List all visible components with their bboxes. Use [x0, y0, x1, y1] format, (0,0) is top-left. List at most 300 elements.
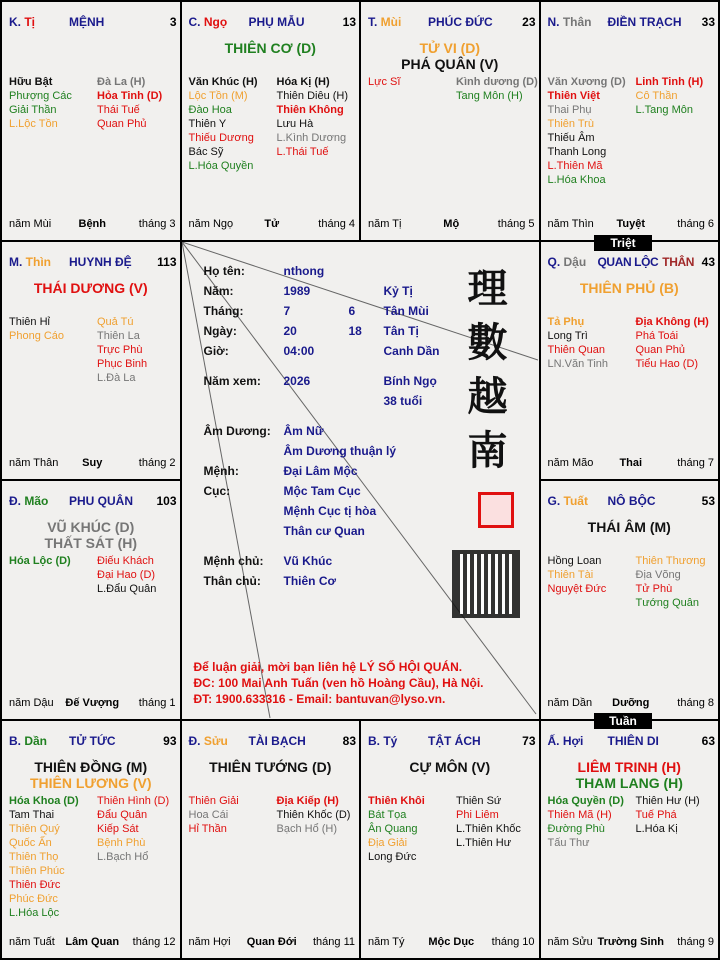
minor-star: Bát Tọa: [368, 808, 407, 821]
footer-month: tháng 3: [138, 217, 176, 230]
minor-star: L.Thái Tuế: [276, 146, 329, 158]
minor-star: Tử Phù: [635, 583, 673, 595]
palace-header: [9, 494, 177, 508]
branch-prefix: B.: [9, 733, 25, 748]
main-star: THÁI DƯƠNG (V): [33, 279, 148, 296]
minor-star: Thiên Y: [188, 118, 227, 130]
branch-name: Ngọ: [203, 15, 228, 29]
branch-label: [9, 494, 48, 508]
footer-month: tháng 9: [677, 936, 714, 948]
footer-year: năm Tuất: [9, 936, 55, 948]
minor-star: Kình dương (D): [456, 76, 538, 88]
minor-star: L.Thiên Hư: [456, 836, 512, 849]
minor-star: Lộc Tồn (M): [188, 90, 248, 102]
minor-stars-left: [548, 315, 609, 371]
main-star: THIÊN TƯỚNG (D): [209, 758, 332, 775]
branch-label: [548, 734, 584, 748]
minor-stars-right: [636, 794, 700, 836]
branch-prefix: Đ.: [188, 733, 204, 748]
palace-header: [9, 734, 177, 748]
branch-name: Hợi: [562, 733, 584, 748]
palace-age-number: 13: [342, 15, 356, 29]
than-cu: Thân cư Quan: [283, 523, 365, 538]
minor-star: Hóa Lộc (D): [9, 555, 71, 567]
footer-year: năm Mão: [547, 457, 594, 469]
minor-stars-right: [636, 315, 709, 371]
minor-star: Thiên Không: [276, 104, 344, 116]
main-star: CỰ MÔN (V): [409, 758, 491, 775]
palace-header: [9, 15, 177, 29]
minor-star: L.Thiên Mã: [547, 160, 603, 172]
minor-star: L.Đà La: [97, 371, 136, 384]
minor-star: Tuế Phá: [635, 808, 677, 821]
palace-name-group: [249, 15, 305, 29]
menh-label: Mệnh:: [203, 463, 239, 478]
footer-month: tháng 2: [138, 457, 176, 469]
year-value: 1989: [283, 283, 311, 298]
branch-label: [548, 494, 588, 508]
palace-footer: [548, 457, 715, 471]
minor-star: Trực Phù: [97, 343, 143, 356]
view-can: Bính Ngọ: [383, 373, 437, 388]
minor-stars-right: [456, 794, 521, 850]
palace-header: [189, 15, 357, 29]
footer-year: năm Thân: [9, 457, 59, 469]
year-label: Năm:: [203, 283, 234, 298]
footer-month: tháng 4: [318, 217, 355, 230]
main-stars: [541, 759, 719, 791]
minor-star: Cô Thần: [635, 90, 678, 102]
palace-age-number: 93: [163, 733, 177, 748]
minor-star: Thiên Diêu (H): [276, 90, 349, 102]
branch-name: Thìn: [25, 254, 51, 269]
palace-phụ-mẫu[interactable]: [182, 2, 360, 240]
minor-star: L.Lộc Tồn: [9, 118, 58, 130]
minor-star: Phá Toái: [635, 329, 679, 342]
minor-star: Tấu Thư: [547, 836, 590, 849]
palace-header: [9, 255, 177, 269]
minor-stars-left: [548, 75, 626, 187]
palace-header: [548, 734, 716, 748]
palace-age-number: 43: [701, 254, 715, 269]
palace-footer: [368, 936, 535, 950]
footer-year: năm Dần: [547, 696, 593, 709]
footer-month: tháng 1: [138, 696, 176, 709]
minor-star: Thiên Tài: [547, 569, 594, 581]
minor-star: Điếu Khách: [97, 555, 154, 567]
cuc-value: Mộc Tam Cục: [283, 483, 361, 498]
minor-star: Tang Môn (H): [456, 90, 523, 102]
minor-stars-right: [277, 794, 351, 836]
branch-label: [9, 15, 35, 29]
name-value: nthong: [283, 263, 325, 278]
branch-prefix: K.: [9, 15, 25, 29]
minor-stars-right: [456, 75, 538, 103]
minor-star: L.Bạch Hổ: [97, 850, 149, 863]
minor-star: Địa Kiếp (H): [276, 794, 339, 807]
palace-age-number: 33: [701, 15, 715, 29]
month-label: Tháng:: [203, 303, 244, 318]
branch-prefix: T.: [368, 15, 381, 29]
branch-prefix: N.: [547, 15, 563, 29]
minor-stars-left: [9, 554, 71, 568]
branch-prefix: Ấ.: [547, 733, 563, 748]
minor-star: Địa Không (H): [635, 315, 709, 328]
main-star: THIÊN PHỦ (B): [579, 279, 679, 296]
life-phase: Đế Vượng: [65, 696, 120, 709]
contact-phone-email: ĐT: 1900.633316 - Email: bantuvan@lyso.vn.: [193, 691, 446, 706]
footer-month: tháng 7: [677, 457, 714, 469]
minor-star: Hữu Bật: [9, 76, 53, 88]
minor-star: Quốc Ấn: [9, 836, 52, 849]
minor-star: Hỏa Tinh (D): [97, 90, 163, 102]
palace-name: MỆNH: [69, 15, 105, 29]
minor-star: L.Hóa Lộc: [9, 906, 60, 919]
branch-label: [189, 15, 228, 29]
minor-star: Bệnh Phù: [97, 836, 146, 849]
palace-thiên-di[interactable]: [541, 721, 719, 959]
minor-stars-left: [548, 794, 624, 850]
palace-name-group: [608, 734, 659, 748]
footer-month: tháng 10: [491, 936, 535, 948]
palace-name-group: [428, 15, 493, 29]
palace-name: PHU QUÂN: [69, 494, 134, 508]
minor-star: L.Hóa Quyền: [188, 160, 254, 172]
palace-header: [368, 15, 536, 29]
minor-star: Thiên Mã (H): [547, 808, 612, 821]
palace-huynh-đệ[interactable]: [2, 242, 180, 480]
branch-label: [9, 255, 51, 269]
minor-star: Thiên La: [97, 329, 140, 342]
menhchu-label: Mệnh chủ:: [203, 553, 264, 568]
minor-star: LN.Văn Tinh: [547, 357, 609, 370]
palace-header: [368, 734, 536, 748]
palace-age-number: 23: [522, 15, 536, 29]
palace-name: TỬ TỨC: [69, 733, 116, 748]
life-phase: Bệnh: [78, 217, 106, 230]
palace-header: [548, 15, 716, 29]
branch-label: [548, 255, 587, 269]
minor-star: Thanh Long: [547, 146, 607, 158]
main-star: THIÊN CƠ (D): [224, 40, 316, 56]
age: 38 tuổi: [383, 393, 423, 408]
minor-star: Bạch Hổ (H): [276, 822, 338, 835]
footer-year: năm Dậu: [9, 696, 54, 709]
life-phase: Quan Đới: [246, 936, 297, 948]
minor-stars-right: [97, 794, 169, 864]
palace-footer: [9, 218, 176, 232]
minor-star: Tả Phụ: [547, 315, 585, 328]
palace-age-number: 53: [701, 494, 715, 508]
palace-footer: [368, 218, 535, 232]
minor-star: Kiếp Sát: [97, 822, 139, 835]
branch-label: [548, 15, 592, 29]
palace-phúc-đức[interactable]: [361, 2, 539, 240]
minor-star: Hóa Kị (H): [276, 76, 330, 88]
minor-star: Quả Tú: [97, 315, 134, 328]
minor-star: Thiên Khốc (D): [276, 808, 351, 821]
minor-star: Thiên Hư (H): [635, 794, 700, 807]
thanchu-label: Thân chủ:: [203, 573, 261, 588]
life-phase: Mộ: [443, 217, 460, 230]
palace-footer: [189, 936, 356, 950]
contact-line: Để luận giải, mời bạn liên hệ LÝ SỐ HỘI QUÁN.: [193, 659, 463, 674]
main-stars: [361, 40, 539, 72]
minor-star: Thiên Hình (D): [97, 794, 170, 807]
minor-star: Hóa Khoa (D): [9, 794, 79, 807]
palace-name: PHÚC ĐỨC: [428, 15, 493, 29]
palace-nô-bộc[interactable]: [541, 481, 719, 719]
main-stars: [361, 759, 539, 775]
amduong-note: Âm Dương thuận lý: [283, 443, 397, 458]
minor-star: Phục Binh: [97, 357, 148, 370]
minor-star: L.Đẩu Quân: [97, 583, 157, 595]
main-stars: [2, 280, 180, 296]
minor-star: Quan Phủ: [635, 343, 686, 356]
minor-stars-left: [368, 75, 400, 89]
palace-name-group: [608, 494, 656, 508]
month-solar: 7: [283, 303, 291, 318]
palace-age-number: 83: [342, 733, 356, 748]
minor-star: Linh Tinh (H): [635, 76, 704, 88]
minor-star: Thiên Trù: [547, 118, 594, 130]
branch-label: [368, 15, 401, 29]
branch-label: [368, 734, 397, 748]
minor-stars-left: [9, 75, 72, 131]
footer-year: năm Mùi: [9, 217, 52, 230]
minor-stars-right: [97, 315, 147, 385]
palace-name-group: [69, 494, 133, 508]
life-phase: Trường Sinh: [597, 936, 664, 948]
minor-stars-left: [368, 794, 425, 864]
footer-month: tháng 6: [677, 217, 714, 230]
footer-month: tháng 8: [677, 696, 714, 709]
hour-can: Canh Dần: [383, 343, 440, 358]
main-star: THẤT SÁT (H): [44, 535, 138, 551]
main-stars: [2, 519, 180, 551]
palace-name: NÔ BỘC: [607, 494, 656, 508]
minor-star: Thiên Quan: [547, 343, 605, 356]
minor-star: Thiên Sứ: [456, 794, 502, 807]
main-star: LIÊM TRINH (H): [577, 758, 681, 775]
branch-prefix: Q.: [547, 254, 564, 269]
minor-stars-right: [97, 554, 156, 596]
minor-stars-right: [636, 75, 704, 117]
main-star: PHÁ QUÂN (V): [401, 56, 499, 72]
main-star: TỬ VI (D): [419, 40, 481, 56]
branch-name: Tý: [383, 733, 398, 748]
thanchu-value: Thiên Cơ: [283, 573, 337, 588]
palace-name-group: [598, 255, 695, 269]
minor-star: Phượng Các: [9, 90, 72, 102]
minor-star: Thiên Hỉ: [9, 315, 50, 328]
minor-star: Tam Thai: [9, 808, 55, 821]
life-phase: Thai: [619, 457, 643, 469]
main-stars: [182, 759, 360, 775]
minor-star: Văn Xương (D): [547, 76, 626, 88]
minor-star: Thiên Việt: [547, 90, 600, 102]
minor-star: Đại Hao (D): [97, 569, 156, 581]
palace-tài-bạch[interactable]: [182, 721, 360, 959]
branch-prefix: B.: [368, 733, 384, 748]
footer-year: năm Hợi: [188, 936, 231, 948]
branch-label: [9, 734, 47, 748]
branch-name: Dần: [24, 733, 48, 748]
minor-star: Bác Sỹ: [188, 146, 224, 158]
life-phase: Lâm Quan: [65, 936, 120, 948]
month-lunar: 6: [348, 303, 356, 318]
main-stars: [2, 759, 180, 791]
main-stars: [541, 280, 719, 296]
minor-star: Hóa Quyền (D): [547, 794, 624, 807]
minor-star: Địa Giải: [368, 836, 408, 849]
minor-star: Thiên Phúc: [9, 864, 65, 877]
branch-name: Sửu: [203, 733, 228, 748]
minor-star: Lưu Hà: [276, 118, 314, 130]
minor-star: Thiên Đức: [9, 878, 61, 891]
life-phase: Dưỡng: [612, 696, 650, 709]
main-star: THIÊN LƯƠNG (V): [29, 774, 152, 791]
minor-stars-right: [97, 75, 162, 131]
tuan-marker: Tuần: [594, 713, 652, 729]
branch-name: Dậu: [563, 254, 587, 269]
main-stars: [182, 40, 360, 56]
palace-mệnh[interactable]: [2, 2, 180, 240]
palace-name: HUYNH ĐỆ: [69, 254, 132, 269]
branch-name: Mùi: [380, 15, 402, 29]
cuc-note: Mệnh Cục tị hòa: [283, 503, 377, 518]
palace-name: PHỤ MẪU: [248, 15, 305, 29]
palace-age-number: 103: [156, 494, 177, 508]
main-star: VŨ KHÚC (D): [47, 519, 135, 535]
palace-header: [548, 255, 716, 269]
minor-star: Địa Võng: [635, 569, 681, 581]
minor-star: Tiểu Hao (D): [635, 357, 699, 370]
minor-star: L.Hóa Khoa: [547, 174, 606, 186]
palace-footer: [548, 936, 715, 950]
branch-name: Thân: [562, 15, 592, 29]
amduong-value: Âm Nữ: [283, 423, 324, 438]
main-star: THÁI ÂM (M): [587, 519, 671, 535]
footer-month: tháng 11: [312, 936, 355, 948]
cuc-label: Cục:: [203, 483, 231, 498]
palace-age-number: 3: [169, 15, 177, 29]
minor-star: Phi Liêm: [456, 808, 499, 821]
palace-age-number: 113: [157, 254, 177, 269]
minor-star: Hoa Cái: [188, 808, 229, 821]
minor-stars-left: [189, 794, 239, 836]
palace-header: [548, 494, 716, 508]
minor-stars-right: [277, 75, 349, 159]
life-phase: Tuyệt: [616, 217, 646, 230]
branch-label: [189, 734, 228, 748]
palace-quan-lộc[interactable]: [541, 242, 719, 480]
palace-footer: [189, 218, 356, 232]
calligraphy-char: 越: [467, 372, 508, 420]
minor-star: L.Hóa Kị: [635, 822, 678, 835]
minor-star: L.Tang Môn: [635, 104, 693, 116]
minor-star: Đẩu Quân: [97, 808, 148, 821]
minor-star: L.Thiên Khốc: [456, 822, 521, 835]
palace-điền-trạch[interactable]: [541, 2, 719, 240]
minor-star: Tướng Quân: [635, 597, 699, 609]
palace-name: ĐIỀN TRẠCH: [607, 15, 682, 29]
palace-age-number: 73: [522, 733, 536, 748]
hour-label: Giờ:: [203, 343, 229, 358]
footer-year: năm Sửu: [547, 936, 593, 948]
palace-phu-quân[interactable]: [2, 481, 180, 719]
day-can: Tân Tị: [383, 323, 419, 338]
name-label: Họ tên:: [203, 263, 245, 278]
palace-name: TÀI BẠCH: [248, 733, 306, 748]
palace-age-number: 63: [701, 733, 715, 748]
day-label: Ngày:: [203, 323, 237, 338]
menh-value: Đại Lâm Mộc: [283, 463, 358, 478]
minor-star: Đà La (H): [97, 76, 146, 88]
branch-name: Mão: [24, 494, 49, 508]
minor-star: Thiếu Dương: [188, 132, 254, 144]
palace-header: [189, 734, 357, 748]
palace-name: QUAN LỘC: [597, 254, 659, 269]
contact-address: ĐC: 100 Mai Anh Tuấn (ven hồ Hoàng Cầu), Hà Nội.: [193, 675, 484, 690]
palace-footer: [9, 697, 176, 711]
palace-tật-ách[interactable]: [361, 721, 539, 959]
minor-star: Đào Hoa: [188, 104, 232, 116]
footer-year: năm Thìn: [547, 217, 594, 230]
palace-footer: [548, 697, 715, 711]
minor-star: Long Trì: [547, 329, 588, 342]
month-can: Tân Mùi: [383, 303, 429, 318]
than-marker: THÂN: [662, 254, 695, 269]
minor-star: Văn Khúc (H): [188, 76, 258, 88]
minor-star: Long Đức: [368, 850, 417, 863]
minor-star: Thiên Quý: [9, 822, 60, 835]
minor-star: Quan Phủ: [97, 118, 147, 130]
menhchu-value: Vũ Khúc: [283, 553, 333, 568]
minor-stars-right: [636, 554, 706, 610]
branch-prefix: C.: [188, 15, 204, 29]
minor-stars-left: [189, 75, 258, 173]
branch-prefix: Đ.: [9, 494, 25, 508]
qr-code-icon: [452, 550, 520, 618]
minor-star: Ân Quang: [368, 822, 418, 835]
palace-tử-tức[interactable]: [2, 721, 180, 959]
minor-star: Phúc Đức: [9, 892, 58, 905]
branch-name: Tuất: [563, 494, 588, 508]
footer-year: năm Ngọ: [188, 217, 234, 230]
palace-name-group: [69, 734, 116, 748]
seal-stamp-icon: [478, 492, 514, 528]
palace-name-group: [249, 734, 306, 748]
minor-star: Thai Phụ: [547, 104, 592, 116]
hour-value: 04:00: [283, 343, 315, 358]
minor-star: L.Kình Dương: [276, 132, 347, 144]
main-star: THIÊN ĐỒNG (M): [34, 758, 148, 775]
main-stars: [541, 519, 719, 535]
view-year: 2026: [283, 373, 311, 388]
minor-star: Giải Thần: [9, 104, 57, 116]
life-phase: Mộc Dục: [428, 936, 475, 948]
minor-star: Thiên Khôi: [368, 794, 425, 807]
palace-footer: [548, 218, 715, 232]
palace-name-group: [69, 15, 104, 29]
view-year-label: Năm xem:: [203, 373, 261, 388]
minor-star: Thiên Thương: [635, 555, 706, 567]
main-star: THAM LANG (H): [575, 774, 683, 791]
triet-marker: Triệt: [594, 235, 652, 251]
calligraphy-char: 南: [467, 426, 508, 474]
minor-stars-left: [9, 315, 64, 343]
